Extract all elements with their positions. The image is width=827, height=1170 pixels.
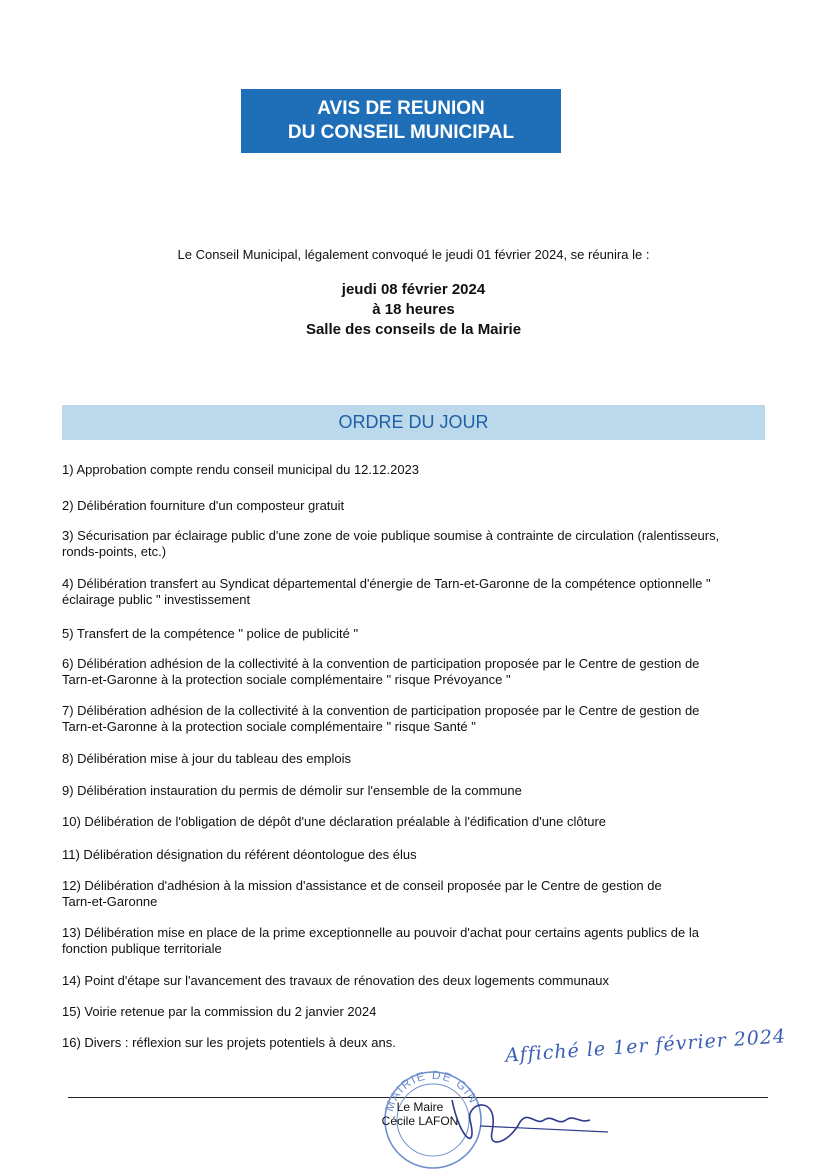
posting-annotation: Affiché le 1er février 2024 <box>504 1025 787 1067</box>
agenda-item-line: 10) Délibération de l'obligation de dépôt d'une déclaration préalable à l'édification d'une clôture <box>62 814 607 829</box>
agenda-item-line: 16) Divers : réflexion sur les projets potentiels à deux ans. <box>62 1035 396 1050</box>
agenda-item-line: Tarn-et-Garonne à la protection sociale complémentaire " risque Prévoyance " <box>62 672 511 687</box>
agenda-header: ORDRE DU JOUR <box>62 405 765 440</box>
meeting-details <box>0 280 827 340</box>
agenda-item-line: Tarn-et-Garonne <box>62 894 158 909</box>
agenda-item-line: éclairage public " investissement <box>62 592 251 607</box>
signatory-role: Le Maire <box>396 1100 444 1114</box>
agenda-item <box>62 462 767 478</box>
agenda-item-line: 5) Transfert de la compétence " police de publicité " <box>62 626 359 641</box>
agenda-item-line: ronds-points, etc.) <box>62 544 167 559</box>
agenda-item-line: 8) Délibération mise à jour du tableau des emplois <box>62 751 352 766</box>
agenda-item-line: Tarn-et-Garonne à la protection sociale complémentaire " risque Santé " <box>62 719 476 734</box>
mayor-signature <box>440 1080 620 1160</box>
agenda-item <box>62 1004 767 1020</box>
agenda-item <box>62 498 767 514</box>
agenda-item-line: 11) Délibération désignation du référent déontologue des élus <box>62 847 417 862</box>
agenda-item-line: 9) Délibération instauration du permis de démolir sur l'ensemble de la commune <box>62 783 522 798</box>
signatory-name: Cécile LAFON <box>381 1114 459 1128</box>
agenda-item-line: 2) Délibération fourniture d'un composteur gratuit <box>62 498 345 513</box>
agenda-item-line: 12) Délibération d'adhésion à la mission d'assistance et de conseil proposée par le Centre de gestion de <box>62 878 662 893</box>
convocation-text: Le Conseil Municipal, légalement convoqué le jeudi 01 février 2024, se réunira le : <box>177 247 650 262</box>
agenda-item-line: 13) Délibération mise en place de la prime exceptionnelle au pouvoir d'achat pour certains agents publics de la <box>62 925 699 940</box>
agenda-item <box>62 576 767 608</box>
agenda-item <box>62 528 767 560</box>
agenda-item <box>62 783 767 799</box>
agenda-item-line: 6) Délibération adhésion de la collectivité à la convention de participation proposée par le Centre de gestion de <box>62 656 700 671</box>
agenda-item-line: 14) Point d'étape sur l'avancement des travaux de rénovation des deux logements communaux <box>62 973 609 988</box>
agenda-item <box>62 703 767 735</box>
agenda-item-line: 1) Approbation compte rendu conseil municipal du 12.12.2023 <box>62 462 420 477</box>
meeting-time: à 18 heures <box>372 301 455 318</box>
agenda-item-line: 3) Sécurisation par éclairage public d'une zone de voie publique soumise à contrainte de circulation (ralentisseurs, <box>62 528 720 543</box>
agenda-item-line: fonction publique territoriale <box>62 941 222 956</box>
title-line-2: DU CONSEIL MUNICIPAL <box>287 122 515 143</box>
agenda-item <box>62 656 767 688</box>
agenda-item <box>62 751 767 767</box>
agenda-item <box>62 925 767 957</box>
title-banner <box>241 89 561 153</box>
agenda-item <box>62 878 767 910</box>
agenda-item-line: 7) Délibération adhésion de la collectivité à la convention de participation proposée par le Centre de gestion de <box>62 703 700 718</box>
agenda-item <box>62 973 767 989</box>
meeting-place: Salle des conseils de la Mairie <box>305 321 522 338</box>
stamp-text: MAIRIE DE GIN <box>381 1067 482 1114</box>
agenda-item-line: 4) Délibération transfert au Syndicat départemental d'énergie de Tarn-et-Garonne de la compétence optionnelle " <box>62 576 711 591</box>
title-line-1: AVIS DE REUNION <box>317 98 485 119</box>
agenda-item-line: 15) Voirie retenue par la commission du 2 janvier 2024 <box>62 1004 377 1019</box>
agenda-item <box>62 814 767 830</box>
agenda-item <box>62 847 767 863</box>
meeting-date: jeudi 08 février 2024 <box>341 281 486 298</box>
agenda-item <box>62 626 767 642</box>
